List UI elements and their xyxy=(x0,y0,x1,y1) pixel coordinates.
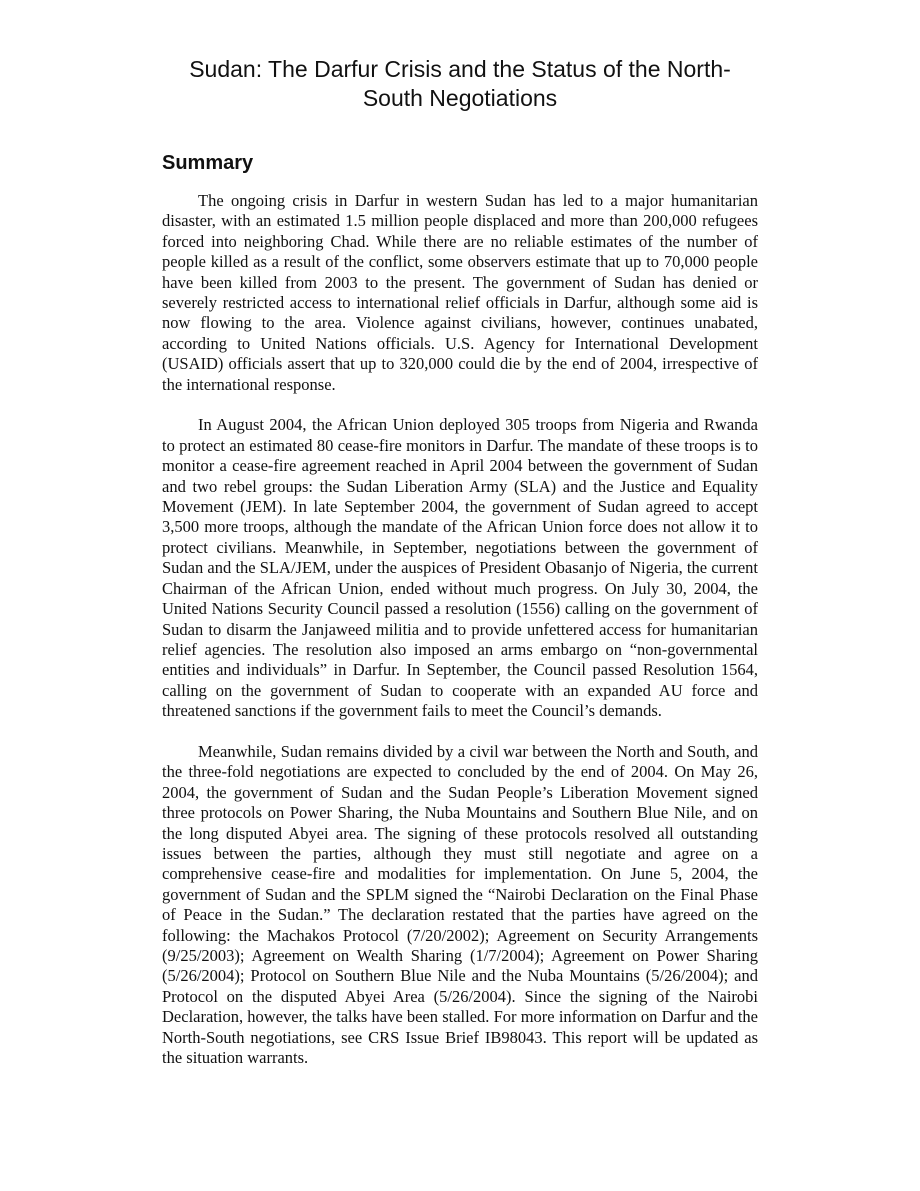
document-page xyxy=(162,55,758,1089)
summary-paragraph-2: In August 2004, the African Union deployed 305 troops from Nigeria and Rwanda to protect an estimated 80 cease-fire monitors in Darfur. The mandate of these troops is to monitor a cease-fire agreement reached in April 2004 between the government of Sudan and two rebel groups: the Sudan Liberation Army (SLA) and the Justice and Equality Movement (JEM). In late September 2004, the government of Sudan agreed to accept 3,500 more troops, although the mandate of the African Union force does not allow it to protect civilians. Meanwhile, in September, negotiations between the government of Sudan and the SLA/JEM, under the auspices of President Obasanjo of Nigeria, the current Chairman of the African Union, ended without much progress. On July 30, 2004, the United Nations Security Council passed a resolution (1556) calling on the government of Sudan to disarm the Janjaweed militia and to provide unfettered access for humanitarian relief agencies. The resolution also imposed an arms embargo on “non-governmental entities and individuals” in Darfur. In September, the Council passed Resolution 1564, calling on the government of Sudan to cooperate with an expanded AU force and threatened sanctions if the government fails to meet the Council’s demands. xyxy=(162,415,758,721)
summary-paragraph-1: The ongoing crisis in Darfur in western Sudan has led to a major humanitarian disaster, with an estimated 1.5 million people displaced and more than 200,000 refugees forced into neighboring Chad. While there are no reliable estimates of the number of people killed as a result of the conflict, some observers estimate that up to 70,000 people have been killed from 2003 to the present. The government of Sudan has denied or severely restricted access to international relief officials in Darfur, although some aid is now flowing to the area. Violence against civilians, however, continues unabated, according to United Nations officials. U.S. Agency for International Development (USAID) officials assert that up to 320,000 could die by the end of 2004, irrespective of the international response. xyxy=(162,191,758,394)
section-heading-summary: Summary xyxy=(162,152,254,174)
document-title: Sudan: The Darfur Crisis and the Status of the North-South Negotiations xyxy=(189,56,731,111)
summary-paragraph-3: Meanwhile, Sudan remains divided by a civil war between the North and South, and the three-fold negotiations are expected to concluded by the end of 2004. On May 26, 2004, the government of Sudan and the Sudan People’s Liberation Movement signed three protocols on Power Sharing, the Nuba Mountains and Southern Blue Nile, and on the long disputed Abyei area. The signing of these protocols resolved all outstanding issues between the parties, although they must still negotiate and agree on a comprehensive cease-fire and modalities for implementation. On June 5, 2004, the government of Sudan and the SPLM signed the “Nairobi Declaration on the Final Phase of Peace in the Sudan.” The declaration restated that the parties have agreed on the following: the Machakos Protocol (7/20/2002); Agreement on Security Arrangements (9/25/2003); Agreement on Wealth Sharing (1/7/2004); Agreement on Power Sharing (5/26/2004); Protocol on Southern Blue Nile and the Nuba Mountains (5/26/2004); and Protocol on the disputed Abyei Area (5/26/2004). Since the signing of the Nairobi Declaration, however, the talks have been stalled. For more information on Darfur and the North-South negotiations, see CRS Issue Brief IB98043. This report will be updated as the situation warrants. xyxy=(162,741,758,1068)
